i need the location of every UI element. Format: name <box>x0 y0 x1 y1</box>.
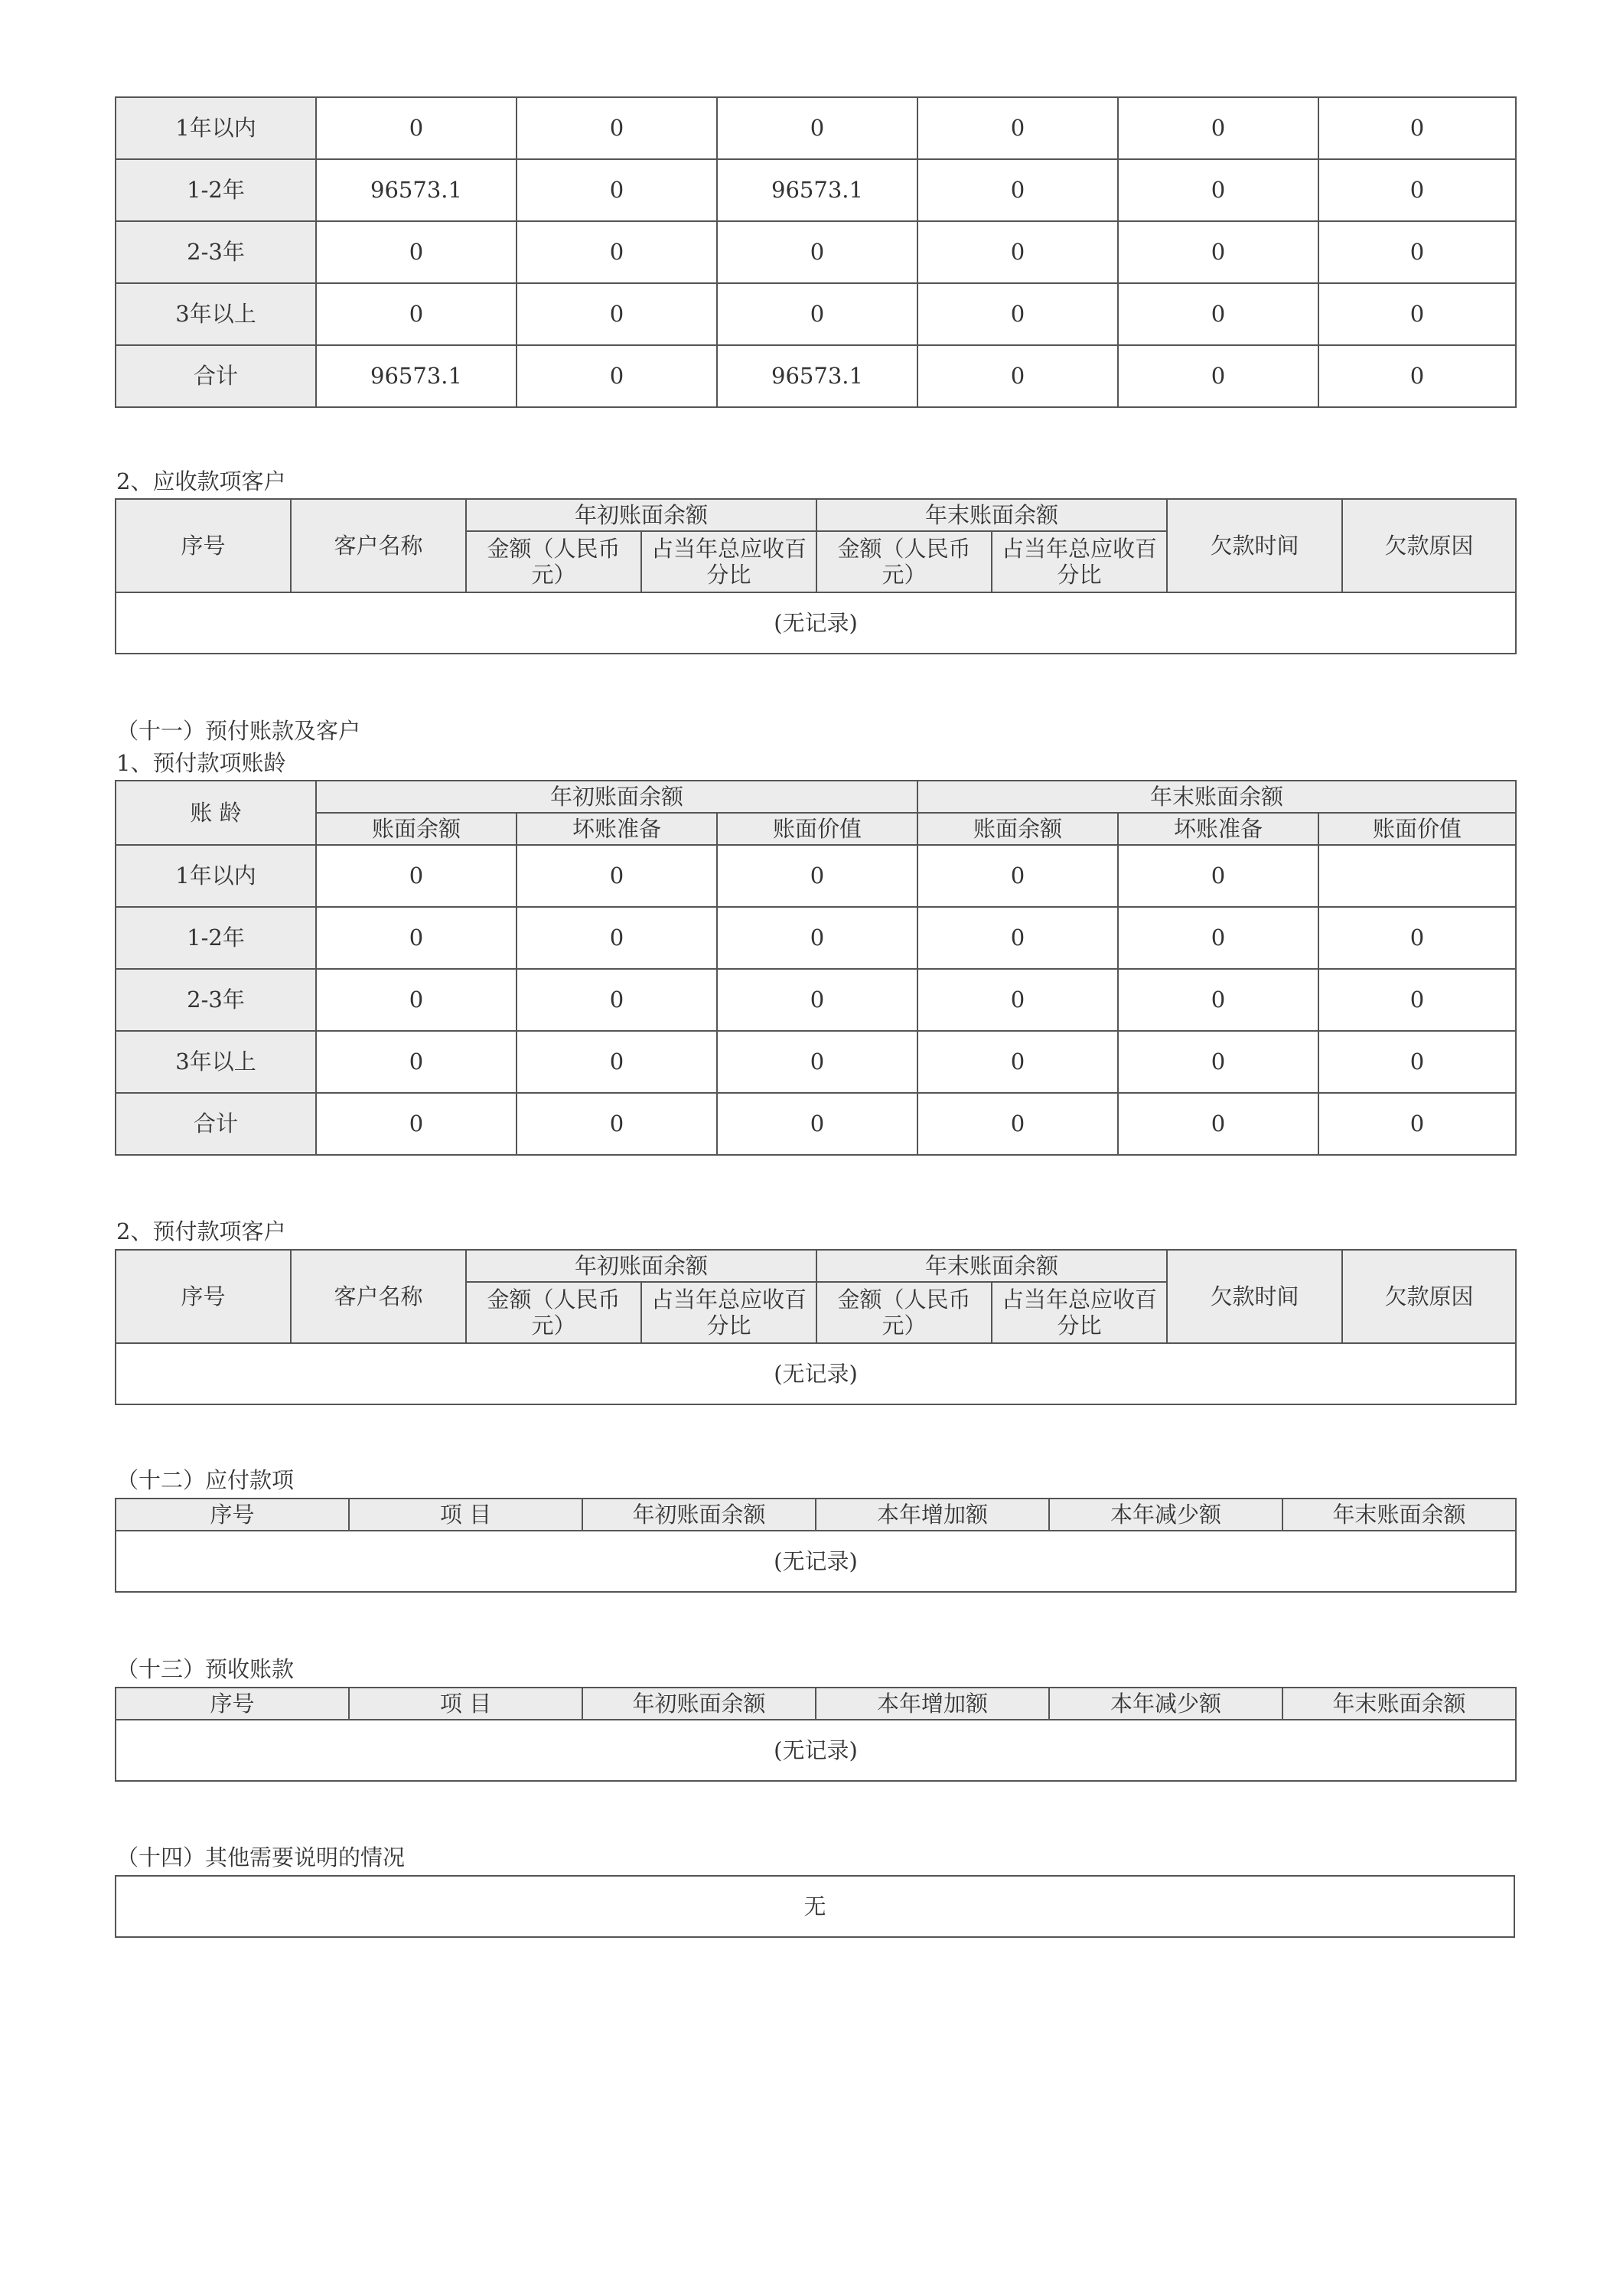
prepaid-customers-table <box>115 1249 1517 1405</box>
header-row <box>116 1499 1516 1531</box>
table-row <box>116 97 1516 159</box>
table-cell: 0 <box>917 907 1118 969</box>
table-cell: 0 <box>717 283 917 345</box>
table-cell: 0 <box>1118 845 1318 907</box>
table-cell: 0 <box>316 1031 517 1093</box>
col-header: 本年减少额 <box>1049 1688 1282 1720</box>
table-cell: 0 <box>1318 221 1516 283</box>
table-cell: 0 <box>517 1093 717 1155</box>
col-header-overdue-reason: 欠款原因 <box>1342 499 1516 592</box>
col-header-overdue-time: 欠款时间 <box>1167 1250 1342 1343</box>
section-subtitle: 1、预付款项账龄 <box>116 750 286 776</box>
table-cell: 0 <box>717 221 917 283</box>
table-cell: 96573.1 <box>717 345 917 407</box>
section-title: （十一）预付账款及客户 <box>116 718 361 744</box>
col-header-end-group: 年末账面余额 <box>917 781 1516 813</box>
table-cell: 0 <box>1318 1031 1516 1093</box>
col-header-amount: 金额（人民币元） <box>466 1282 641 1343</box>
col-header-customer: 客户名称 <box>291 1250 466 1343</box>
col-header-book-value: 账面价值 <box>1318 813 1516 845</box>
col-header-ratio: 占当年总应收百分比 <box>641 1282 816 1343</box>
col-header: 本年增加额 <box>816 1688 1049 1720</box>
receivable-aging-table <box>115 96 1517 408</box>
col-header-book-value: 账面价值 <box>717 813 917 845</box>
table-cell: 0 <box>1318 969 1516 1031</box>
table-cell: 0 <box>1318 159 1516 221</box>
table-cell: 0 <box>517 221 717 283</box>
table-cell: 96573.1 <box>717 159 917 221</box>
col-header-balance: 账面余额 <box>316 813 517 845</box>
row-label: 3年以上 <box>116 283 316 345</box>
header-row <box>116 1250 1516 1282</box>
header-row <box>116 1688 1516 1720</box>
col-header-balance: 账面余额 <box>917 813 1118 845</box>
col-header: 本年减少额 <box>1049 1499 1282 1531</box>
table-cell: 0 <box>1318 97 1516 159</box>
col-header-seq: 序号 <box>116 499 291 592</box>
col-header-begin-group: 年初账面余额 <box>466 499 816 531</box>
table-row <box>116 1093 1516 1155</box>
row-label: 1年以内 <box>116 97 316 159</box>
table-cell: 0 <box>717 1031 917 1093</box>
empty-record: (无记录) <box>116 1531 1516 1592</box>
section-title: （十三）预收账款 <box>116 1656 295 1682</box>
section-title: 2、预付款项客户 <box>116 1218 286 1244</box>
table-cell: 96573.1 <box>316 345 517 407</box>
empty-record: (无记录) <box>116 1720 1516 1781</box>
header-row <box>116 781 1516 813</box>
table-cell: 0 <box>917 97 1118 159</box>
table-cell: 0 <box>717 1093 917 1155</box>
table-cell: 0 <box>316 845 517 907</box>
table-cell: 0 <box>316 283 517 345</box>
empty-record: (无记录) <box>116 1343 1516 1404</box>
col-header: 序号 <box>116 1499 349 1531</box>
table-cell: 0 <box>917 969 1118 1031</box>
table-cell: 0 <box>517 159 717 221</box>
table-row <box>116 1531 1516 1592</box>
table-cell: 0 <box>917 221 1118 283</box>
col-header-bad-debt: 坏账准备 <box>517 813 717 845</box>
table-cell: 0 <box>1318 1093 1516 1155</box>
col-header-age: 账 龄 <box>116 781 316 845</box>
receivable-customers-table <box>115 498 1517 654</box>
table-cell: 0 <box>1118 345 1318 407</box>
other-notes-box <box>115 1875 1515 1938</box>
table-cell: 0 <box>717 969 917 1031</box>
col-header-bad-debt: 坏账准备 <box>1118 813 1318 845</box>
table-cell: 0 <box>1118 969 1318 1031</box>
table-row <box>116 283 1516 345</box>
table-cell: 0 <box>917 345 1118 407</box>
col-header-ratio: 占当年总应收百分比 <box>641 531 816 592</box>
col-header-begin-group: 年初账面余额 <box>466 1250 816 1282</box>
other-notes-content: 无 <box>803 1893 826 1919</box>
table-row <box>116 907 1516 969</box>
section-title: （十四）其他需要说明的情况 <box>116 1844 406 1870</box>
table-cell: 0 <box>1318 283 1516 345</box>
col-header: 项 目 <box>349 1499 582 1531</box>
table-cell: 0 <box>1118 1093 1318 1155</box>
header-row <box>116 813 1516 845</box>
col-header: 年末账面余额 <box>1282 1499 1516 1531</box>
table-cell: 0 <box>517 969 717 1031</box>
table-cell: 0 <box>517 907 717 969</box>
section-title: 2、应收款项客户 <box>116 468 286 494</box>
table-row <box>116 592 1516 654</box>
table-row <box>116 845 1516 907</box>
table-cell: 0 <box>917 1093 1118 1155</box>
advance-receipts-table <box>115 1687 1517 1782</box>
row-label: 2-3年 <box>116 221 316 283</box>
section-title: （十二）应付款项 <box>116 1467 295 1493</box>
table-cell: 0 <box>917 283 1118 345</box>
col-header-end-group: 年末账面余额 <box>816 499 1167 531</box>
col-header-ratio: 占当年总应收百分比 <box>992 531 1167 592</box>
col-header: 本年增加额 <box>816 1499 1049 1531</box>
table-cell: 0 <box>917 845 1118 907</box>
col-header: 年初账面余额 <box>582 1688 816 1720</box>
table-row <box>116 1343 1516 1404</box>
table-cell: 0 <box>316 1093 517 1155</box>
col-header: 序号 <box>116 1688 349 1720</box>
table-row <box>116 969 1516 1031</box>
table-cell: 0 <box>1318 907 1516 969</box>
empty-record: (无记录) <box>116 592 1516 654</box>
table-row <box>116 1031 1516 1093</box>
table-cell: 0 <box>316 221 517 283</box>
table-row <box>116 159 1516 221</box>
row-label: 合计 <box>116 345 316 407</box>
table-cell: 0 <box>917 159 1118 221</box>
col-header-amount: 金额（人民币元） <box>816 1282 992 1343</box>
row-label: 3年以上 <box>116 1031 316 1093</box>
table-cell: 0 <box>1118 907 1318 969</box>
table-cell: 0 <box>517 345 717 407</box>
header-row <box>116 499 1516 531</box>
col-header-seq: 序号 <box>116 1250 291 1343</box>
table-cell: 0 <box>1118 159 1318 221</box>
table-row <box>116 345 1516 407</box>
table-cell: 0 <box>717 97 917 159</box>
table-cell: 0 <box>1318 345 1516 407</box>
col-header: 项 目 <box>349 1688 582 1720</box>
table-cell: 0 <box>1118 97 1318 159</box>
col-header: 年末账面余额 <box>1282 1688 1516 1720</box>
col-header-amount: 金额（人民币元） <box>466 531 641 592</box>
col-header-amount: 金额（人民币元） <box>816 531 992 592</box>
table-cell: 0 <box>1118 1031 1318 1093</box>
table-cell <box>1318 845 1516 907</box>
table-cell: 0 <box>517 283 717 345</box>
table-cell: 96573.1 <box>316 159 517 221</box>
table-row <box>116 1720 1516 1781</box>
row-label: 1-2年 <box>116 907 316 969</box>
table-cell: 0 <box>316 97 517 159</box>
col-header-ratio: 占当年总应收百分比 <box>992 1282 1167 1343</box>
table-cell: 0 <box>517 1031 717 1093</box>
table-row <box>116 221 1516 283</box>
table-cell: 0 <box>717 845 917 907</box>
table-cell: 0 <box>1118 283 1318 345</box>
table-cell: 0 <box>316 907 517 969</box>
table-cell: 0 <box>1118 221 1318 283</box>
row-label: 1年以内 <box>116 845 316 907</box>
col-header-overdue-reason: 欠款原因 <box>1342 1250 1516 1343</box>
payables-table <box>115 1498 1517 1593</box>
row-label: 合计 <box>116 1093 316 1155</box>
row-label: 2-3年 <box>116 969 316 1031</box>
table-cell: 0 <box>517 97 717 159</box>
col-header-end-group: 年末账面余额 <box>816 1250 1167 1282</box>
prepaid-aging-table <box>115 780 1517 1156</box>
row-label: 1-2年 <box>116 159 316 221</box>
col-header-begin-group: 年初账面余额 <box>316 781 917 813</box>
table-cell: 0 <box>316 969 517 1031</box>
table-cell: 0 <box>717 907 917 969</box>
col-header-overdue-time: 欠款时间 <box>1167 499 1342 592</box>
col-header-customer: 客户名称 <box>291 499 466 592</box>
col-header: 年初账面余额 <box>582 1499 816 1531</box>
table-cell: 0 <box>517 845 717 907</box>
table-cell: 0 <box>917 1031 1118 1093</box>
